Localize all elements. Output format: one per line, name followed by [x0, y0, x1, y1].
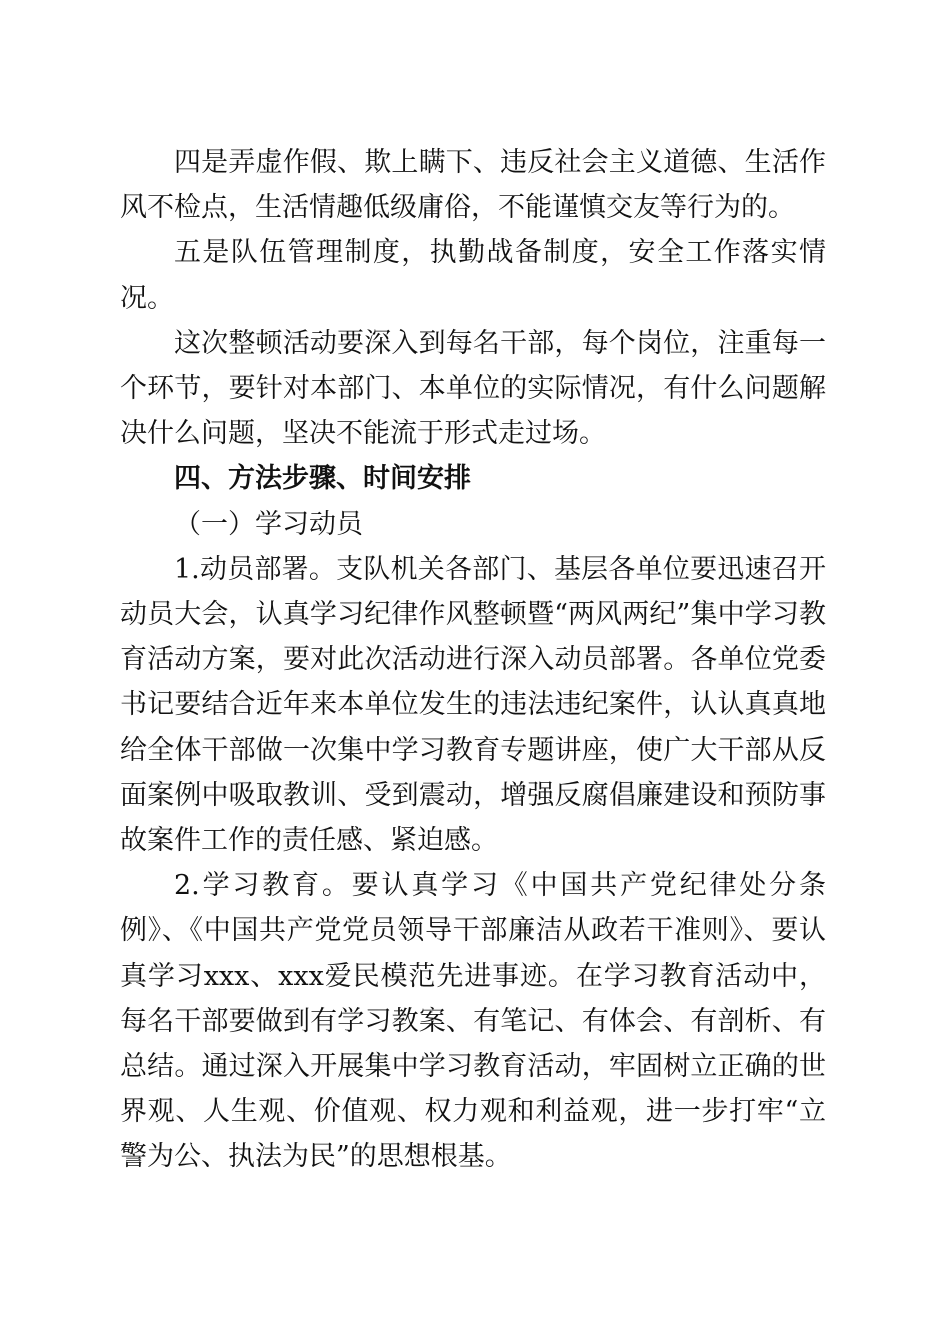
paragraph-rectification-scope: 这次整顿活动要深入到每名干部，每个岗位，注重每一个环节，要针对本部门、本单位的实际情况，有什么问题解决什么问题，坚决不能流于形式走过场。 — [120, 327, 826, 450]
paragraph-item-four: 四是弄虚作假、欺上瞒下、违反社会主义道德、生活作风不检点，生活情趣低级庸俗，不能谨慎交友等行为的。 — [120, 147, 826, 224]
section-heading: 四、方法步骤、时间安排 — [174, 463, 471, 495]
list-item-mobilization: 1.动员部署。支队机关各部门、基层各单位要迅速召开动员大会，认真学习纪律作风整顿暨“两风两纪”集中学习教育活动方案，要对此次活动进行深入动员部署。各单位党委书记要结合近年来本单位发生的违法违纪案件，认认真真地给全体干部做一次集中学习教育专题讲座，使广大干部从反面案例中吸取教训、受到震动，增强反腐倡廉建设和预防事故案件工作的责任感、紧迫感。 — [120, 553, 826, 857]
subsection-heading: （一）学习动员 — [174, 508, 363, 540]
document-page — [120, 140, 826, 1180]
paragraph-item-five: 五是队伍管理制度，执勤战备制度，安全工作落实情况。 — [120, 237, 826, 314]
list-item-study-education: 2.学习教育。要认真学习《中国共产党纪律处分条例》、《中国共产党党员领导干部廉洁从政若干准则》、要认真学习xxx、xxx爱民模范先进事迹。在学习教育活动中，每名干部要做到有学习教案、有笔记、有体会、有剖析、有总结。通过深入开展集中学习教育活动，牢固树立正确的世界观、人生观、价值观、权力观和利益观，进一步打牢“立警为公、执法为民”的思想根基。 — [120, 870, 826, 1173]
